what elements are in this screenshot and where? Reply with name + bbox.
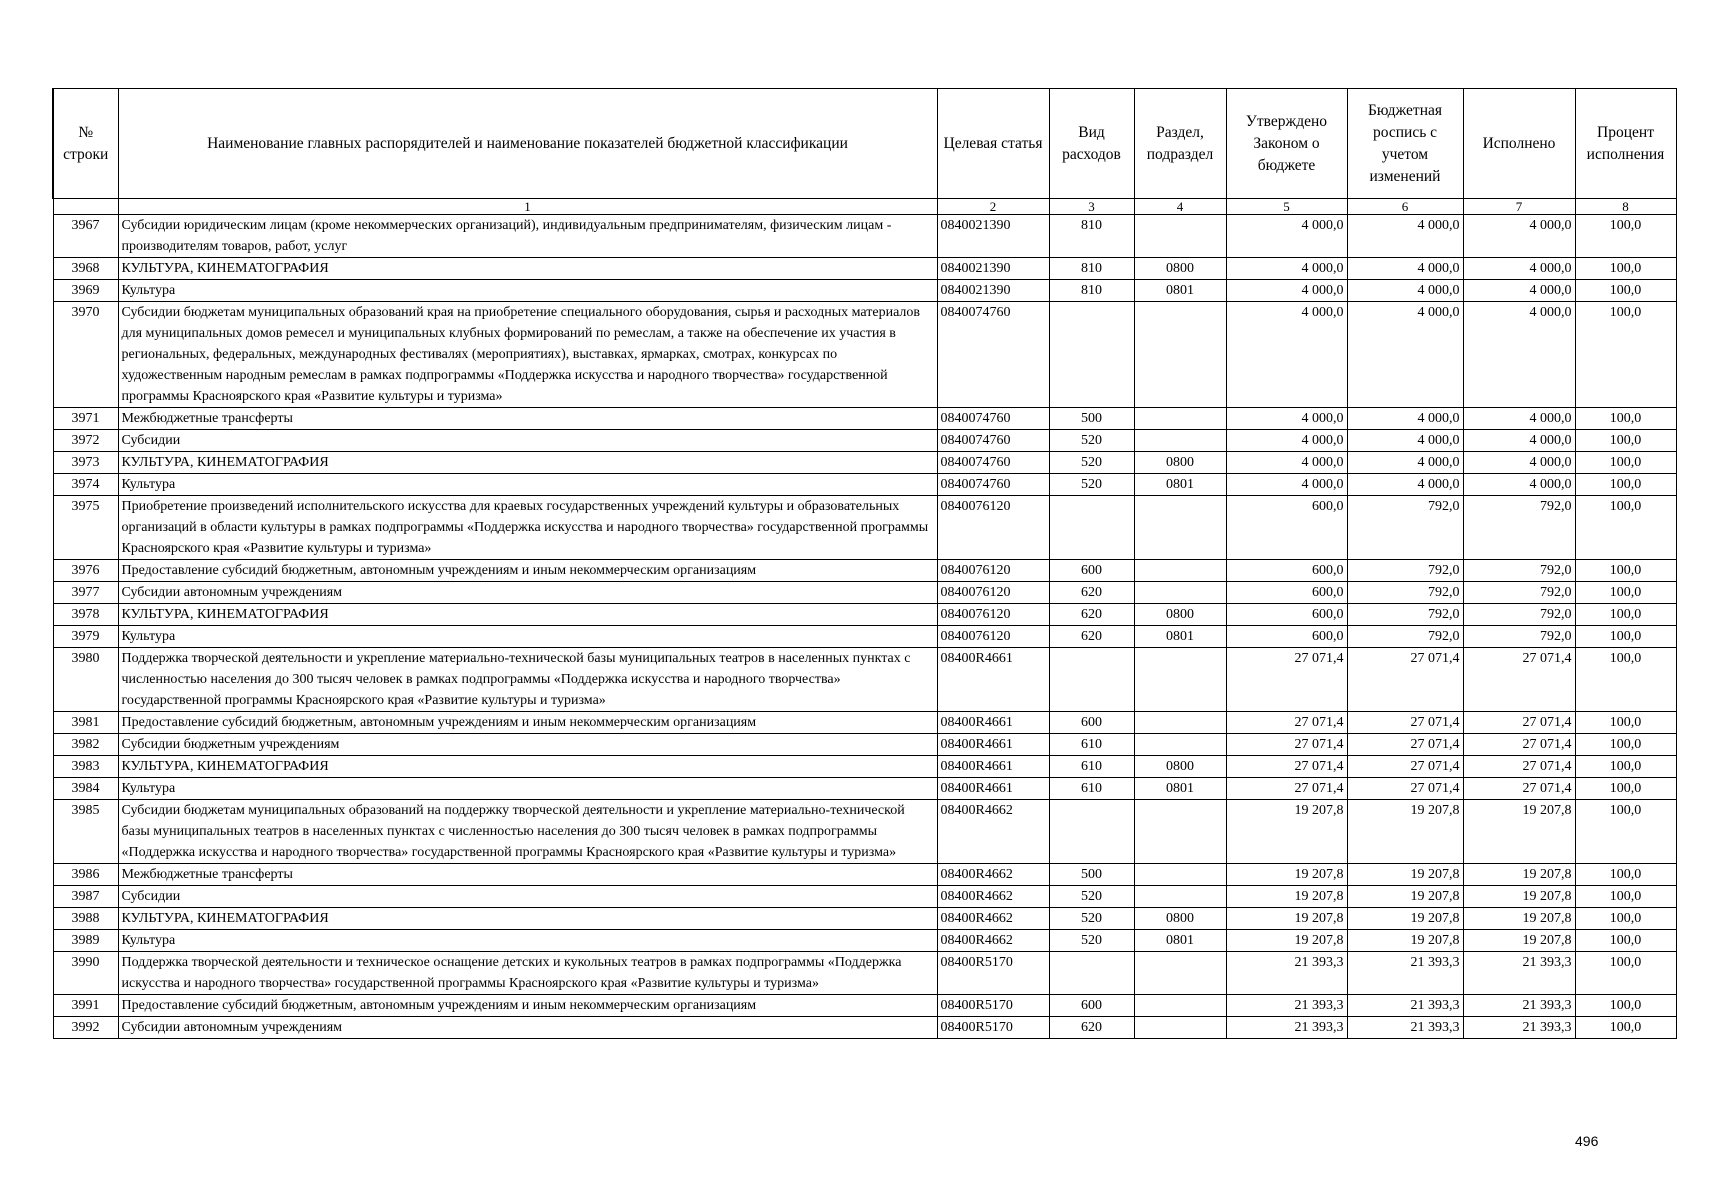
percent-executed: 100,0 [1575, 408, 1676, 430]
percent-executed: 100,0 [1575, 908, 1676, 930]
budget-table [52, 88, 1677, 1039]
row-number: 3989 [53, 930, 118, 952]
row-name: Межбюджетные трансферты [118, 864, 937, 886]
target-article: 0840074760 [937, 408, 1049, 430]
section-code [1134, 1017, 1226, 1039]
expense-type: 520 [1049, 930, 1134, 952]
section-code: 0800 [1134, 452, 1226, 474]
row-number: 3976 [53, 560, 118, 582]
row-name: Субсидии автономным учреждениям [118, 1017, 937, 1039]
budget-amount: 792,0 [1347, 582, 1463, 604]
table-row [53, 995, 1676, 1017]
approved-amount: 4 000,0 [1226, 452, 1347, 474]
percent-executed: 100,0 [1575, 560, 1676, 582]
section-code [1134, 408, 1226, 430]
row-number: 3987 [53, 886, 118, 908]
expense-type: 600 [1049, 560, 1134, 582]
section-code: 0801 [1134, 778, 1226, 800]
expense-type: 520 [1049, 908, 1134, 930]
budget-amount: 4 000,0 [1347, 430, 1463, 452]
approved-amount: 4 000,0 [1226, 280, 1347, 302]
budget-amount: 27 071,4 [1347, 778, 1463, 800]
approved-amount: 4 000,0 [1226, 258, 1347, 280]
section-code [1134, 582, 1226, 604]
approved-amount: 600,0 [1226, 582, 1347, 604]
section-code: 0801 [1134, 280, 1226, 302]
row-name: Поддержка творческой деятельности и техническое оснащение детских и кукольных театров в рамках подпрограммы «Поддержка искусства и народного творчества» государственной программы Красноярского края «Развитие культуры и туризма» [118, 952, 937, 995]
table-row [53, 474, 1676, 496]
approved-amount: 19 207,8 [1226, 930, 1347, 952]
row-number: 3990 [53, 952, 118, 995]
target-article: 08400R4661 [937, 756, 1049, 778]
table-row [53, 408, 1676, 430]
target-article: 08400R4662 [937, 886, 1049, 908]
column-number: 3 [1049, 199, 1134, 215]
expense-type [1049, 496, 1134, 560]
header-row-number: № строки [53, 89, 118, 199]
header-name: Наименование главных распорядителей и наименование показателей бюджетной классификации [118, 89, 937, 199]
approved-amount: 600,0 [1226, 604, 1347, 626]
budget-amount: 19 207,8 [1347, 930, 1463, 952]
percent-executed: 100,0 [1575, 995, 1676, 1017]
approved-amount: 27 071,4 [1226, 712, 1347, 734]
row-number: 3985 [53, 800, 118, 864]
row-name: Межбюджетные трансферты [118, 408, 937, 430]
table-row [53, 604, 1676, 626]
executed-amount: 4 000,0 [1463, 474, 1575, 496]
target-article: 08400R4662 [937, 800, 1049, 864]
budget-amount: 19 207,8 [1347, 864, 1463, 886]
target-article: 0840074760 [937, 302, 1049, 408]
header-approved: Утверждено Законом о бюджете [1226, 89, 1347, 199]
column-number: 1 [118, 199, 937, 215]
row-number: 3975 [53, 496, 118, 560]
approved-amount: 4 000,0 [1226, 474, 1347, 496]
budget-amount: 792,0 [1347, 604, 1463, 626]
percent-executed: 100,0 [1575, 778, 1676, 800]
expense-type: 610 [1049, 778, 1134, 800]
table-row [53, 430, 1676, 452]
header-budget-list: Бюджетная роспись с учетом изменений [1347, 89, 1463, 199]
approved-amount: 27 071,4 [1226, 756, 1347, 778]
target-article: 08400R4661 [937, 778, 1049, 800]
budget-amount: 19 207,8 [1347, 886, 1463, 908]
percent-executed: 100,0 [1575, 864, 1676, 886]
approved-amount: 21 393,3 [1226, 952, 1347, 995]
table-row [53, 712, 1676, 734]
section-code: 0801 [1134, 930, 1226, 952]
target-article: 0840076120 [937, 582, 1049, 604]
section-code [1134, 712, 1226, 734]
percent-executed: 100,0 [1575, 1017, 1676, 1039]
table-row [53, 496, 1676, 560]
expense-type [1049, 648, 1134, 712]
row-name: Культура [118, 778, 937, 800]
table-row [53, 908, 1676, 930]
executed-amount: 21 393,3 [1463, 995, 1575, 1017]
budget-amount: 27 071,4 [1347, 648, 1463, 712]
row-name: Субсидии юридическим лицам (кроме некоммерческих организаций), индивидуальным предпринимателям, физическим лицам - производителям товаров, работ, услуг [118, 215, 937, 258]
budget-amount: 4 000,0 [1347, 215, 1463, 258]
expense-type: 810 [1049, 280, 1134, 302]
approved-amount: 27 071,4 [1226, 778, 1347, 800]
budget-amount: 4 000,0 [1347, 280, 1463, 302]
section-code [1134, 215, 1226, 258]
percent-executed: 100,0 [1575, 496, 1676, 560]
row-name: КУЛЬТУРА, КИНЕМАТОГРАФИЯ [118, 604, 937, 626]
target-article: 08400R4661 [937, 712, 1049, 734]
target-article: 0840021390 [937, 215, 1049, 258]
row-number: 3988 [53, 908, 118, 930]
executed-amount: 4 000,0 [1463, 430, 1575, 452]
section-code [1134, 734, 1226, 756]
header-row [53, 89, 1676, 199]
row-name: Культура [118, 626, 937, 648]
expense-type: 810 [1049, 215, 1134, 258]
table-row [53, 734, 1676, 756]
row-name: Субсидии [118, 886, 937, 908]
row-name: Субсидии бюджетам муниципальных образований края на приобретение специального оборудования, сырья и расходных материалов для муниципальных домов ремесел и муниципальных клубных формирований по ремеслам, а также на обеспечение их участия в региональных, федеральных, международных фестивалях (мероприятиях), выставках, ярмарках, смотрах, конкурсах по художественным народным ремеслам в рамках подпрограммы «Поддержка искусства и народного творчества» государственной программы Красноярского края «Развитие культуры и туризма» [118, 302, 937, 408]
budget-amount: 4 000,0 [1347, 258, 1463, 280]
expense-type: 500 [1049, 864, 1134, 886]
table-row [53, 756, 1676, 778]
section-code: 0800 [1134, 258, 1226, 280]
table-row [53, 800, 1676, 864]
executed-amount: 792,0 [1463, 582, 1575, 604]
expense-type: 620 [1049, 1017, 1134, 1039]
percent-executed: 100,0 [1575, 756, 1676, 778]
executed-amount: 27 071,4 [1463, 734, 1575, 756]
executed-amount: 4 000,0 [1463, 280, 1575, 302]
table-row [53, 952, 1676, 995]
percent-executed: 100,0 [1575, 930, 1676, 952]
approved-amount: 27 071,4 [1226, 648, 1347, 712]
row-number: 3992 [53, 1017, 118, 1039]
row-number: 3974 [53, 474, 118, 496]
section-code [1134, 800, 1226, 864]
target-article: 0840021390 [937, 258, 1049, 280]
column-number: 4 [1134, 199, 1226, 215]
row-name: КУЛЬТУРА, КИНЕМАТОГРАФИЯ [118, 258, 937, 280]
target-article: 08400R5170 [937, 995, 1049, 1017]
expense-type [1049, 952, 1134, 995]
approved-amount: 4 000,0 [1226, 302, 1347, 408]
column-number: 5 [1226, 199, 1347, 215]
expense-type: 620 [1049, 626, 1134, 648]
budget-amount: 792,0 [1347, 626, 1463, 648]
row-number: 3981 [53, 712, 118, 734]
row-name: Субсидии бюджетным учреждениям [118, 734, 937, 756]
row-number: 3986 [53, 864, 118, 886]
section-code [1134, 560, 1226, 582]
target-article: 0840076120 [937, 496, 1049, 560]
executed-amount: 792,0 [1463, 604, 1575, 626]
section-code: 0801 [1134, 474, 1226, 496]
header-executed: Исполнено [1463, 89, 1575, 199]
expense-type: 520 [1049, 474, 1134, 496]
percent-executed: 100,0 [1575, 800, 1676, 864]
budget-amount: 19 207,8 [1347, 908, 1463, 930]
target-article: 08400R4662 [937, 930, 1049, 952]
table-row [53, 864, 1676, 886]
row-name: Предоставление субсидий бюджетным, автономным учреждениям и иным некоммерческим организациям [118, 712, 937, 734]
section-code [1134, 496, 1226, 560]
target-article: 0840021390 [937, 280, 1049, 302]
budget-amount: 27 071,4 [1347, 756, 1463, 778]
table-row [53, 302, 1676, 408]
target-article: 0840074760 [937, 430, 1049, 452]
row-name: Поддержка творческой деятельности и укрепление материально-технической базы муниципальных театров в населенных пунктах с численностью населения до 300 тысяч человек в рамках подпрограммы «Поддержка искусства и народного творчества» государственной программы Красноярского края «Развитие культуры и туризма» [118, 648, 937, 712]
target-article: 0840076120 [937, 604, 1049, 626]
expense-type: 810 [1049, 258, 1134, 280]
approved-amount: 21 393,3 [1226, 1017, 1347, 1039]
section-code [1134, 648, 1226, 712]
executed-amount: 19 207,8 [1463, 886, 1575, 908]
executed-amount: 27 071,4 [1463, 648, 1575, 712]
executed-amount: 19 207,8 [1463, 864, 1575, 886]
section-code [1134, 302, 1226, 408]
percent-executed: 100,0 [1575, 952, 1676, 995]
expense-type: 520 [1049, 452, 1134, 474]
target-article: 08400R5170 [937, 1017, 1049, 1039]
executed-amount: 21 393,3 [1463, 952, 1575, 995]
expense-type: 520 [1049, 886, 1134, 908]
budget-amount: 4 000,0 [1347, 408, 1463, 430]
expense-type: 500 [1049, 408, 1134, 430]
target-article: 08400R5170 [937, 952, 1049, 995]
target-article: 0840076120 [937, 560, 1049, 582]
percent-executed: 100,0 [1575, 258, 1676, 280]
row-name: Предоставление субсидий бюджетным, автономным учреждениям и иным некоммерческим организациям [118, 995, 937, 1017]
approved-amount: 600,0 [1226, 496, 1347, 560]
executed-amount: 19 207,8 [1463, 800, 1575, 864]
row-number: 3972 [53, 430, 118, 452]
budget-amount: 4 000,0 [1347, 452, 1463, 474]
approved-amount: 21 393,3 [1226, 995, 1347, 1017]
executed-amount: 19 207,8 [1463, 930, 1575, 952]
row-name: Приобретение произведений исполнительского искусства для краевых государственных учреждений культуры и образовательных организаций в области культуры в рамках подпрограммы «Поддержка искусства и народного творчества» государственной программы Красноярского края «Развитие культуры и туризма» [118, 496, 937, 560]
table-row [53, 778, 1676, 800]
page-number: 496 [1575, 1133, 1599, 1149]
row-number: 3980 [53, 648, 118, 712]
executed-amount: 792,0 [1463, 496, 1575, 560]
row-number: 3978 [53, 604, 118, 626]
header-expense-type: Вид расходов [1049, 89, 1134, 199]
percent-executed: 100,0 [1575, 886, 1676, 908]
executed-amount: 4 000,0 [1463, 302, 1575, 408]
percent-executed: 100,0 [1575, 430, 1676, 452]
percent-executed: 100,0 [1575, 712, 1676, 734]
percent-executed: 100,0 [1575, 452, 1676, 474]
header-percent: Процент исполнения [1575, 89, 1676, 199]
table-body [53, 215, 1676, 1039]
expense-type [1049, 800, 1134, 864]
expense-type: 520 [1049, 430, 1134, 452]
section-code [1134, 430, 1226, 452]
percent-executed: 100,0 [1575, 626, 1676, 648]
section-code [1134, 886, 1226, 908]
column-number [53, 199, 118, 215]
executed-amount: 4 000,0 [1463, 452, 1575, 474]
column-number: 7 [1463, 199, 1575, 215]
table-row [53, 582, 1676, 604]
budget-amount: 27 071,4 [1347, 712, 1463, 734]
section-code [1134, 864, 1226, 886]
header-section: Раздел, подраздел [1134, 89, 1226, 199]
approved-amount: 4 000,0 [1226, 215, 1347, 258]
section-code: 0800 [1134, 604, 1226, 626]
row-name: Предоставление субсидий бюджетным, автономным учреждениям и иным некоммерческим организациям [118, 560, 937, 582]
row-number: 3979 [53, 626, 118, 648]
budget-amount: 792,0 [1347, 496, 1463, 560]
table-row [53, 215, 1676, 258]
row-name: Культура [118, 474, 937, 496]
row-name: Культура [118, 280, 937, 302]
table-row [53, 886, 1676, 908]
row-number: 3970 [53, 302, 118, 408]
expense-type: 620 [1049, 604, 1134, 626]
approved-amount: 19 207,8 [1226, 908, 1347, 930]
row-number: 3971 [53, 408, 118, 430]
budget-amount: 792,0 [1347, 560, 1463, 582]
executed-amount: 4 000,0 [1463, 215, 1575, 258]
budget-amount: 21 393,3 [1347, 1017, 1463, 1039]
expense-type [1049, 302, 1134, 408]
column-number: 6 [1347, 199, 1463, 215]
approved-amount: 600,0 [1226, 626, 1347, 648]
executed-amount: 19 207,8 [1463, 908, 1575, 930]
percent-executed: 100,0 [1575, 648, 1676, 712]
table-row [53, 258, 1676, 280]
percent-executed: 100,0 [1575, 474, 1676, 496]
row-name: Культура [118, 930, 937, 952]
executed-amount: 27 071,4 [1463, 712, 1575, 734]
executed-amount: 4 000,0 [1463, 408, 1575, 430]
target-article: 08400R4661 [937, 734, 1049, 756]
section-code [1134, 995, 1226, 1017]
budget-amount: 27 071,4 [1347, 734, 1463, 756]
row-number: 3983 [53, 756, 118, 778]
row-name: Субсидии [118, 430, 937, 452]
table-row [53, 930, 1676, 952]
expense-type: 620 [1049, 582, 1134, 604]
expense-type: 610 [1049, 734, 1134, 756]
budget-amount: 4 000,0 [1347, 302, 1463, 408]
column-number: 8 [1575, 199, 1676, 215]
row-name: Субсидии автономным учреждениям [118, 582, 937, 604]
row-name: КУЛЬТУРА, КИНЕМАТОГРАФИЯ [118, 756, 937, 778]
executed-amount: 27 071,4 [1463, 778, 1575, 800]
row-name: КУЛЬТУРА, КИНЕМАТОГРАФИЯ [118, 908, 937, 930]
approved-amount: 4 000,0 [1226, 430, 1347, 452]
expense-type: 610 [1049, 756, 1134, 778]
column-number-row [53, 199, 1676, 215]
target-article: 08400R4662 [937, 864, 1049, 886]
expense-type: 600 [1049, 995, 1134, 1017]
row-number: 3969 [53, 280, 118, 302]
approved-amount: 4 000,0 [1226, 408, 1347, 430]
budget-amount: 4 000,0 [1347, 474, 1463, 496]
row-number: 3973 [53, 452, 118, 474]
header-target-article: Целевая статья [937, 89, 1049, 199]
budget-amount: 21 393,3 [1347, 995, 1463, 1017]
approved-amount: 600,0 [1226, 560, 1347, 582]
table-row [53, 648, 1676, 712]
table-row [53, 452, 1676, 474]
table-row [53, 280, 1676, 302]
budget-amount: 19 207,8 [1347, 800, 1463, 864]
row-name: КУЛЬТУРА, КИНЕМАТОГРАФИЯ [118, 452, 937, 474]
table-row [53, 1017, 1676, 1039]
percent-executed: 100,0 [1575, 215, 1676, 258]
target-article: 0840074760 [937, 452, 1049, 474]
approved-amount: 19 207,8 [1226, 864, 1347, 886]
approved-amount: 27 071,4 [1226, 734, 1347, 756]
executed-amount: 792,0 [1463, 560, 1575, 582]
percent-executed: 100,0 [1575, 302, 1676, 408]
executed-amount: 4 000,0 [1463, 258, 1575, 280]
percent-executed: 100,0 [1575, 604, 1676, 626]
percent-executed: 100,0 [1575, 734, 1676, 756]
table-row [53, 560, 1676, 582]
row-number: 3991 [53, 995, 118, 1017]
approved-amount: 19 207,8 [1226, 886, 1347, 908]
expense-type: 600 [1049, 712, 1134, 734]
executed-amount: 21 393,3 [1463, 1017, 1575, 1039]
row-number: 3967 [53, 215, 118, 258]
section-code: 0800 [1134, 756, 1226, 778]
executed-amount: 792,0 [1463, 626, 1575, 648]
column-number: 2 [937, 199, 1049, 215]
target-article: 0840074760 [937, 474, 1049, 496]
target-article: 08400R4661 [937, 648, 1049, 712]
row-number: 3977 [53, 582, 118, 604]
target-article: 08400R4662 [937, 908, 1049, 930]
row-number: 3984 [53, 778, 118, 800]
section-code: 0800 [1134, 908, 1226, 930]
row-number: 3982 [53, 734, 118, 756]
budget-amount: 21 393,3 [1347, 952, 1463, 995]
section-code [1134, 952, 1226, 995]
row-number: 3968 [53, 258, 118, 280]
executed-amount: 27 071,4 [1463, 756, 1575, 778]
percent-executed: 100,0 [1575, 582, 1676, 604]
approved-amount: 19 207,8 [1226, 800, 1347, 864]
percent-executed: 100,0 [1575, 280, 1676, 302]
table-row [53, 626, 1676, 648]
target-article: 0840076120 [937, 626, 1049, 648]
section-code: 0801 [1134, 626, 1226, 648]
row-name: Субсидии бюджетам муниципальных образований на поддержку творческой деятельности и укрепление материально-технической базы муниципальных театров в населенных пунктах с численностью населения до 300 тысяч человек в рамках подпрограммы «Поддержка искусства и народного творчества» государственной программы Красноярского края «Развитие культуры и туризма» [118, 800, 937, 864]
